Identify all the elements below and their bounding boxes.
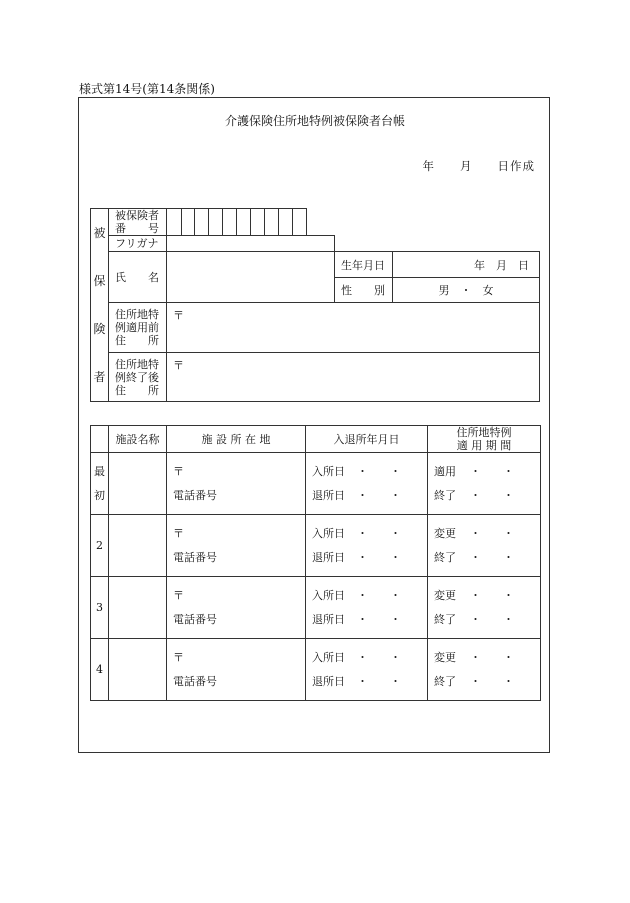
furigana-label: フリガナ bbox=[109, 236, 167, 252]
application-period-field[interactable] bbox=[428, 577, 541, 639]
blank-area bbox=[307, 209, 540, 236]
facility-address-header: 施 設 所 在 地 bbox=[167, 426, 306, 453]
admission-label: 入所日 bbox=[312, 588, 345, 602]
admission-label: 入所日 bbox=[312, 650, 345, 664]
phone-label: 電話番号 bbox=[173, 488, 217, 502]
discharge-date[interactable]: ・ ・ bbox=[357, 550, 401, 564]
facility-address-field[interactable] bbox=[167, 515, 306, 577]
period-end-date[interactable]: ・ ・ bbox=[470, 674, 514, 688]
admission-dates-header: 入退所年月日 bbox=[306, 426, 428, 453]
creation-date-line: 年 月 日作成 bbox=[422, 159, 535, 173]
row-index-line1: 2 bbox=[96, 538, 103, 552]
name-field[interactable] bbox=[167, 252, 335, 303]
period-start-line bbox=[434, 646, 540, 670]
row-index bbox=[91, 577, 109, 639]
admission-date[interactable]: ・ ・ bbox=[357, 464, 401, 478]
postal-mark: 〒 bbox=[173, 359, 184, 372]
address-after-label bbox=[109, 353, 167, 402]
sex-label: 性 別 bbox=[335, 278, 393, 303]
postal-mark: 〒 bbox=[173, 526, 184, 540]
period-start-date[interactable]: ・ ・ bbox=[470, 650, 514, 664]
facility-name-field[interactable] bbox=[109, 453, 167, 515]
name-label: 氏 名 bbox=[109, 252, 167, 303]
blank-area bbox=[335, 236, 540, 252]
side-char-2: 保 bbox=[93, 274, 106, 288]
admission-label: 入所日 bbox=[312, 464, 345, 478]
address-before-label-line1: 住所地特 bbox=[115, 308, 159, 321]
period-start-label: 変更 bbox=[434, 650, 456, 664]
row-index bbox=[91, 453, 109, 515]
insured-number-label-line2: 番 号 bbox=[115, 222, 159, 235]
row-index-line1: 最 bbox=[94, 464, 105, 478]
period-start-date[interactable]: ・ ・ bbox=[470, 464, 514, 478]
period-end-date[interactable]: ・ ・ bbox=[470, 488, 514, 502]
period-start-line bbox=[434, 522, 540, 546]
insured-number-digit[interactable] bbox=[265, 209, 279, 236]
discharge-line bbox=[312, 670, 427, 694]
admission-label: 入所日 bbox=[312, 526, 345, 540]
period-end-label: 終了 bbox=[434, 488, 456, 502]
sex-field[interactable]: 男 ・ 女 bbox=[393, 278, 540, 303]
period-end-label: 終了 bbox=[434, 612, 456, 626]
insured-number-label bbox=[109, 209, 167, 236]
period-end-line bbox=[434, 546, 540, 570]
discharge-line bbox=[312, 546, 427, 570]
discharge-date[interactable]: ・ ・ bbox=[357, 674, 401, 688]
facility-row bbox=[91, 639, 541, 701]
admission-line bbox=[312, 522, 427, 546]
document-title: 介護保険住所地特例被保険者台帳 bbox=[224, 114, 405, 128]
admission-line bbox=[312, 646, 427, 670]
insured-number-digit[interactable] bbox=[237, 209, 251, 236]
application-period-field[interactable] bbox=[428, 639, 541, 701]
period-start-label: 変更 bbox=[434, 588, 456, 602]
form-number-label: 様式第14号(第14条関係) bbox=[79, 82, 215, 96]
facility-name-field[interactable] bbox=[109, 577, 167, 639]
admission-dates-field[interactable] bbox=[306, 639, 428, 701]
address-after-label-line3: 住 所 bbox=[115, 383, 159, 397]
application-period-field[interactable] bbox=[428, 515, 541, 577]
postal-mark: 〒 bbox=[173, 588, 184, 602]
furigana-field[interactable] bbox=[167, 236, 335, 252]
insured-number-digit[interactable] bbox=[251, 209, 265, 236]
insured-number-digit[interactable] bbox=[209, 209, 223, 236]
postal-mark: 〒 bbox=[173, 464, 184, 478]
postal-mark: 〒 bbox=[173, 650, 184, 664]
address-after-label-line1: 住所地特 bbox=[115, 357, 159, 371]
birth-date-label: 生年月日 bbox=[335, 252, 393, 278]
admission-dates-field[interactable] bbox=[306, 577, 428, 639]
discharge-label: 退所日 bbox=[312, 488, 345, 502]
insured-number-digit[interactable] bbox=[195, 209, 209, 236]
phone-label: 電話番号 bbox=[173, 674, 217, 688]
discharge-label: 退所日 bbox=[312, 612, 345, 626]
period-end-date[interactable]: ・ ・ bbox=[470, 550, 514, 564]
insured-number-digit[interactable] bbox=[293, 209, 307, 236]
row-index bbox=[91, 639, 109, 701]
admission-dates-field[interactable] bbox=[306, 453, 428, 515]
address-after-label-line2: 例終了後 bbox=[115, 370, 159, 384]
period-end-label: 終了 bbox=[434, 550, 456, 564]
postal-mark: 〒 bbox=[173, 309, 184, 322]
period-end-label: 終了 bbox=[434, 674, 456, 688]
address-before-label-line3: 住 所 bbox=[115, 334, 159, 347]
insured-number-digit[interactable] bbox=[223, 209, 237, 236]
discharge-date[interactable]: ・ ・ bbox=[357, 488, 401, 502]
side-char-1: 被 bbox=[93, 226, 106, 240]
admission-date[interactable]: ・ ・ bbox=[357, 526, 401, 540]
facility-name-field[interactable] bbox=[109, 639, 167, 701]
facility-address-field[interactable] bbox=[167, 577, 306, 639]
period-end-date[interactable]: ・ ・ bbox=[470, 612, 514, 626]
period-end-line bbox=[434, 670, 540, 694]
discharge-date[interactable]: ・ ・ bbox=[357, 612, 401, 626]
address-before-field[interactable] bbox=[167, 303, 540, 353]
row-index-line1: 3 bbox=[96, 600, 103, 614]
insured-number-digit[interactable] bbox=[182, 209, 195, 236]
discharge-line bbox=[312, 484, 427, 508]
facility-name-header: 施設名称 bbox=[109, 426, 167, 453]
admission-date[interactable]: ・ ・ bbox=[357, 650, 401, 664]
period-end-line bbox=[434, 608, 540, 632]
index-header bbox=[91, 426, 109, 453]
period-start-date[interactable]: ・ ・ bbox=[470, 588, 514, 602]
insured-side-label bbox=[91, 209, 109, 402]
facility-row bbox=[91, 577, 541, 639]
insured-number-digit[interactable] bbox=[167, 209, 182, 236]
side-char-4: 者 bbox=[93, 370, 106, 384]
facility-address-field[interactable] bbox=[167, 453, 306, 515]
period-end-line bbox=[434, 484, 540, 508]
insured-number-label-line1: 被保険者 bbox=[115, 209, 159, 222]
insured-person-table bbox=[90, 208, 540, 402]
row-index bbox=[91, 515, 109, 577]
row-index-line1: 4 bbox=[96, 662, 103, 676]
application-period-field[interactable] bbox=[428, 453, 541, 515]
address-before-label-line2: 例適用前 bbox=[115, 321, 159, 334]
facility-address-field[interactable] bbox=[167, 639, 306, 701]
phone-label: 電話番号 bbox=[173, 550, 217, 564]
facility-row bbox=[91, 453, 541, 515]
discharge-label: 退所日 bbox=[312, 550, 345, 564]
birth-date-field[interactable]: 年 月 日 bbox=[393, 252, 540, 278]
admission-line bbox=[312, 460, 427, 484]
side-char-3: 険 bbox=[93, 322, 106, 336]
insured-number-digit[interactable] bbox=[279, 209, 293, 236]
facility-name-field[interactable] bbox=[109, 515, 167, 577]
period-start-date[interactable]: ・ ・ bbox=[470, 526, 514, 540]
facility-row bbox=[91, 515, 541, 577]
admission-dates-field[interactable] bbox=[306, 515, 428, 577]
application-period-header-line2: 適 用 期 間 bbox=[456, 439, 512, 452]
period-start-line bbox=[434, 584, 540, 608]
address-after-field[interactable] bbox=[167, 353, 540, 402]
admission-date[interactable]: ・ ・ bbox=[357, 588, 401, 602]
application-period-header bbox=[428, 426, 541, 453]
period-start-label: 適用 bbox=[434, 464, 456, 478]
phone-label: 電話番号 bbox=[173, 612, 217, 626]
discharge-line bbox=[312, 608, 427, 632]
facility-history-table bbox=[90, 425, 541, 701]
period-start-label: 変更 bbox=[434, 526, 456, 540]
application-period-header-line1: 住所地特例 bbox=[456, 426, 512, 439]
address-before-label bbox=[109, 303, 167, 353]
period-start-line bbox=[434, 460, 540, 484]
discharge-label: 退所日 bbox=[312, 674, 345, 688]
row-index-line2: 初 bbox=[94, 488, 105, 502]
admission-line bbox=[312, 584, 427, 608]
